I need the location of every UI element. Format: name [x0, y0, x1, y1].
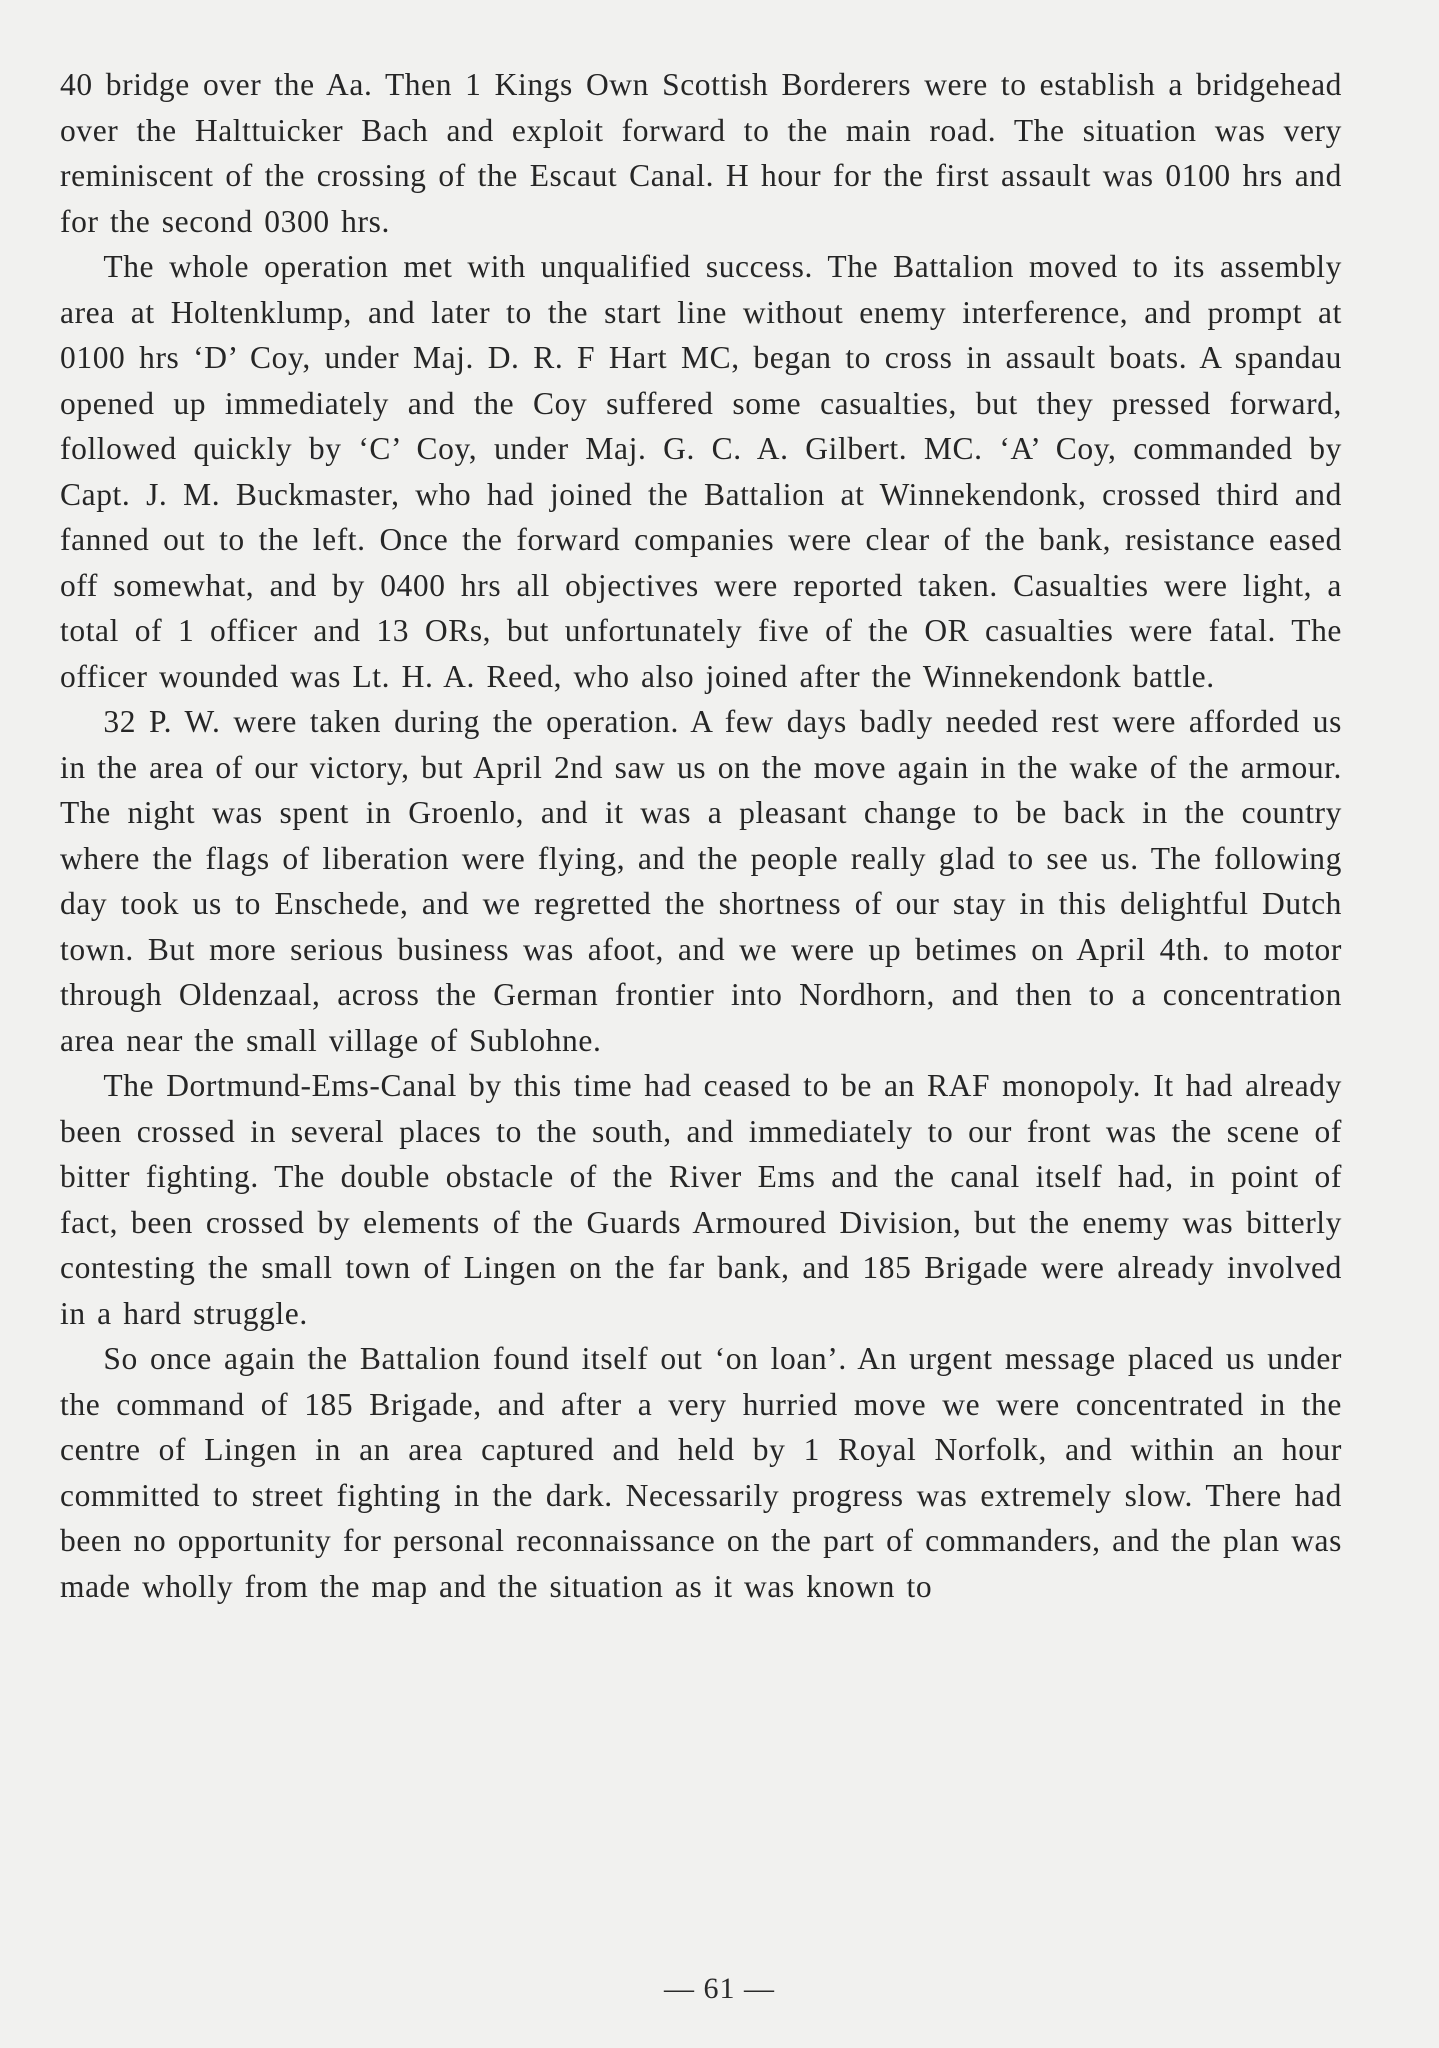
paragraph-dortmund-ems-canal: The Dortmund-Ems-Canal by this time had ceased to be an RAF monopoly. It had already been crossed in several places to the south, and immediately to our front was the scene of bitter fighting. The double obstacle of the River Ems and the canal itself had, in point of fact, been crossed by elements of the Guards Armoured Division, but the enemy was bitterly contesting the small town of Lingen on the far bank, and 185 Brigade were already involved in a hard struggle.	[60, 1068, 1342, 1331]
paragraph-operation-success: The whole operation met with unqualified success. The Battalion moved to its assembly area at Holtenklump, and later to the start line without enemy interference, and prompt at 0100 hrs ‘D’ Coy, under Maj. D. R. F Hart MC, began to cross in assault boats. A spandau opened up immediately and the Coy suffered some casualties, but they pressed forward, followed quickly by ‘C’ Coy, under Maj. G. C. A. Gilbert. MC. ‘A’ Coy, commanded by Capt. J. M. Buckmaster, who had joined the Battalion at Winnekendonk, crossed third and fanned out to the left. Once the forward companies were clear of the bank, resistance eased off somewhat, and by 0400 hrs all objectives were reported taken. Casualties were light, a total of 1 officer and 13 ORs, but unfortunately five of the OR casualties were fatal. The officer wounded was Lt. H. A. Reed, who also joined after the Winnekendonk battle.	[60, 249, 1342, 694]
paragraph-continued: 40 bridge over the Aa. Then 1 Kings Own Scottish Borderers were to establish a bridgehead over the Halttuicker Bach and exploit forward to the main road. The situation was very reminiscent of the crossing of the Escaut Canal. H hour for the first assault was 0100 hrs and for the second 0300 hrs.	[60, 67, 1342, 239]
page-number: — 61 —	[664, 1972, 775, 2005]
paragraph-on-loan-lingen: So once again the Battalion found itself out ‘on loan’. An urgent message placed us under the command of 185 Brigade, and after a very hurried move we were concentrated in the centre of Lingen in an area captured and held by 1 Royal Norfolk, and within an hour committed to street fighting in the dark. Necessarily progress was extremely slow. There had been no opportunity for personal reconnaissance on the part of commanders, and the plan was made wholly from the map and the situation as it was known to	[60, 1341, 1342, 1604]
paragraph-prisoners-and-move: 32 P. W. were taken during the operation. A few days badly needed rest were afforded us in the area of our victory, but April 2nd saw us on the move again in the wake of the armour. The night was spent in Groenlo, and it was a pleasant change to be back in the country where the flags of liberation were flying, and the people really glad to see us. The following day took us to Enschede, and we regretted the shortness of our stay in this delightful Dutch town. But more serious business was afoot, and we were up betimes on April 4th. to motor through Oldenzaal, across the German frontier into Nordhorn, and then to a concentration area near the small village of Sublohne.	[60, 704, 1342, 1058]
page-body	[60, 62, 1342, 1609]
